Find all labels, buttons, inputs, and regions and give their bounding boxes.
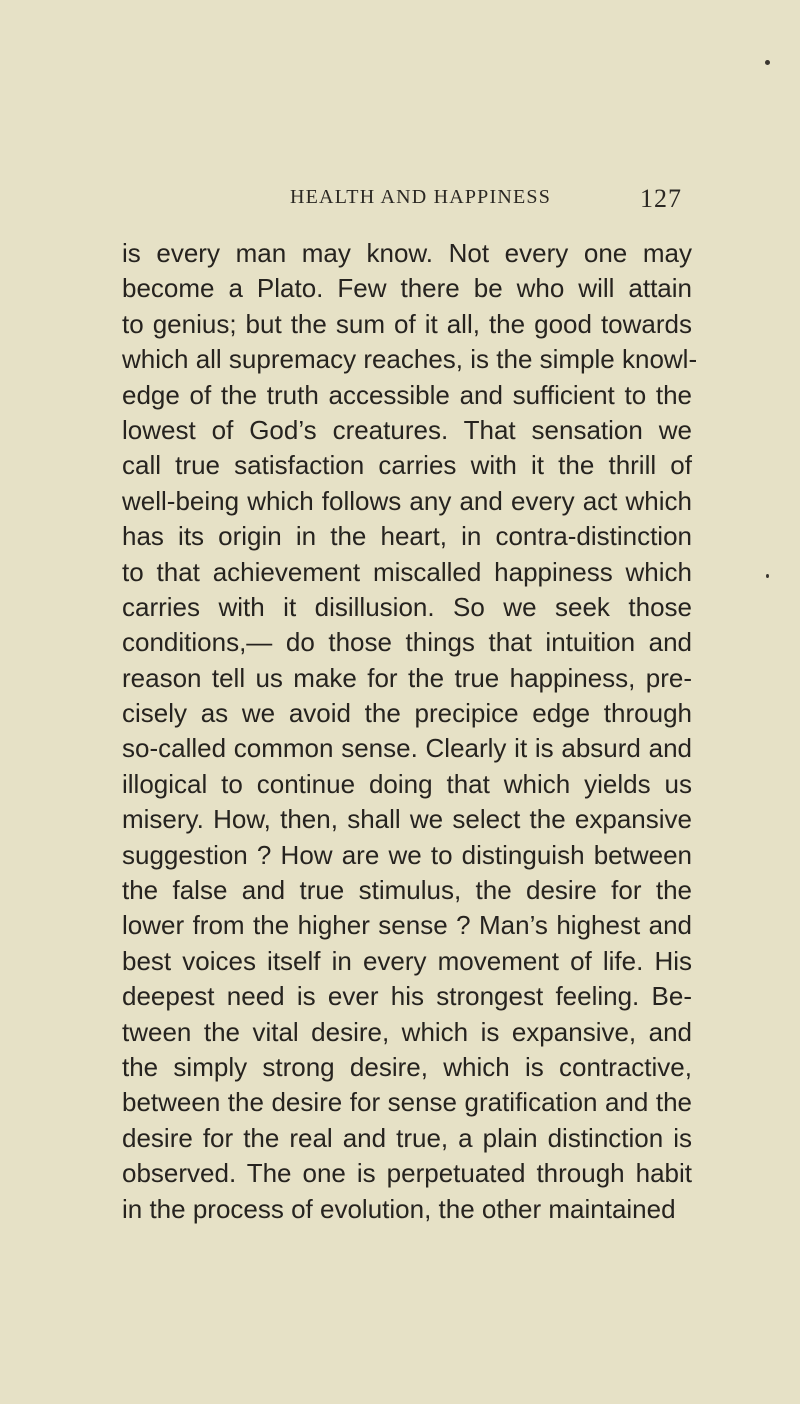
- ink-speck: [765, 60, 770, 65]
- ink-speck: [766, 574, 769, 578]
- text-line: observed. The one is perpetuated through habit: [122, 1158, 692, 1189]
- text-line: is every man may know. Not every one may: [122, 238, 692, 268]
- body-text: [122, 236, 698, 1227]
- text-line: lower from the higher sense ? Man’s highest and: [122, 910, 692, 941]
- text-line: best voices itself in every movement of life. His: [122, 945, 692, 976]
- page-number: 127: [640, 184, 682, 213]
- text-line: reason tell us make for the true happiness, pre-: [122, 662, 692, 693]
- text-line: so-called common sense. Clearly it is absurd and: [122, 733, 692, 764]
- running-title: HEALTH AND HAPPINESS: [290, 186, 552, 208]
- text-line: conditions,— do those things that intuition and: [122, 627, 692, 658]
- text-line: deepest need is ever his strongest feeling. Be-: [122, 981, 692, 1012]
- text-line: suggestion ? How are we to distinguish between: [122, 839, 692, 870]
- text-line: the simply strong desire, which is contractive,: [122, 1051, 692, 1082]
- text-line: in the process of evolution, the other maintained: [122, 1193, 676, 1224]
- text-line: well-being which follows any and every act which: [122, 485, 692, 516]
- text-line: has its origin in the heart, in contra-distinction: [122, 521, 692, 552]
- text-line: the false and true stimulus, the desire for the: [122, 875, 692, 906]
- text-line: which all supremacy reaches, is the simple knowl-: [122, 344, 698, 375]
- text-line: to genius; but the sum of it all, the good towards: [122, 308, 692, 339]
- text-line: desire for the real and true, a plain distinction is: [122, 1122, 692, 1153]
- text-line: between the desire for sense gratification and the: [122, 1087, 692, 1118]
- text-line: edge of the truth accessible and sufficient to the: [122, 379, 692, 410]
- text-line: cisely as we avoid the precipice edge through: [122, 698, 692, 729]
- text-line: carries with it disillusion. So we seek those: [122, 591, 692, 622]
- text-line: become a Plato. Few there be who will attain: [122, 273, 692, 304]
- text-line: tween the vital desire, which is expansive, and: [122, 1016, 692, 1047]
- text-line: misery. How, then, shall we select the expansive: [122, 804, 692, 835]
- text-line: lowest of God’s creatures. That sensation we: [122, 414, 692, 445]
- text-line: to that achievement miscalled happiness which: [122, 556, 692, 587]
- text-line: call true satisfaction carries with it the thrill of: [122, 450, 692, 481]
- text-line: illogical to continue doing that which yields us: [122, 768, 692, 799]
